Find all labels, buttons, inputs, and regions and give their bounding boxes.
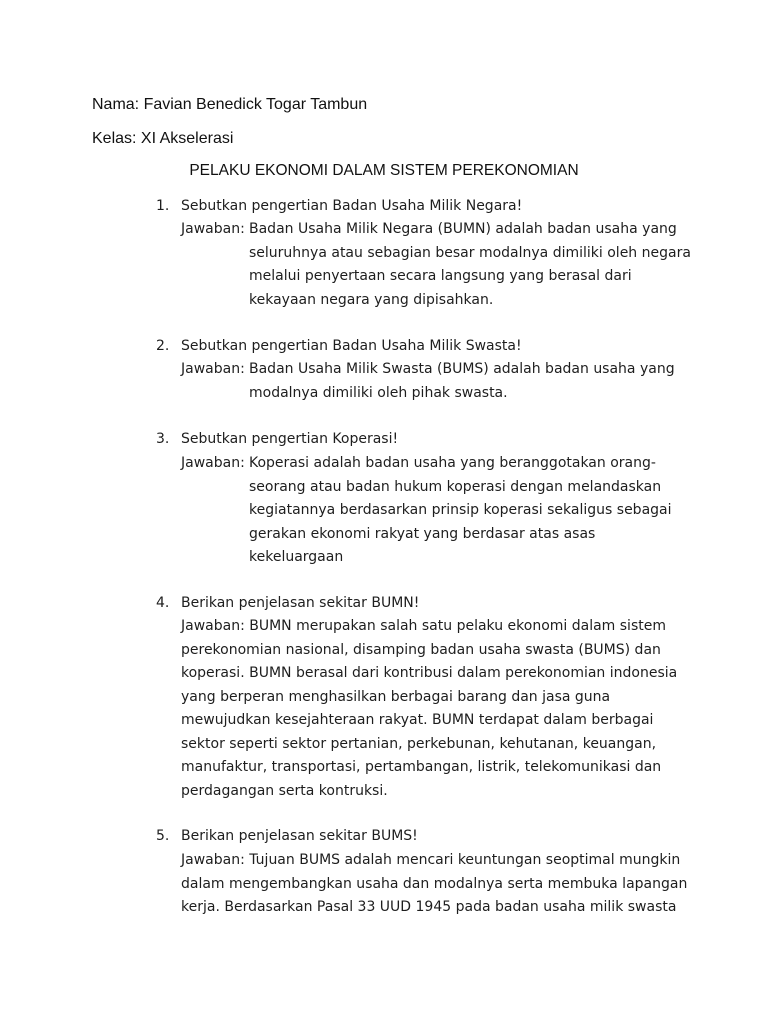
answer-line: gerakan ekonomi rakyat yang berdasar atas asas xyxy=(249,525,596,542)
answer-line: yang berperan menghasilkan berbagai barang dan jasa guna xyxy=(181,688,611,705)
answer-text xyxy=(249,218,689,312)
answer-2 xyxy=(181,358,681,401)
answer-4 xyxy=(181,615,681,803)
answer-line: kekeluargaan xyxy=(249,549,344,565)
answer-line: melalui penyertaan secara langsung yang berasal dari xyxy=(249,268,632,284)
answer-text xyxy=(249,452,689,570)
answer-line: perdagangan serta kontruksi. xyxy=(181,782,388,799)
question-text: Sebutkan pengertian Badan Usaha Milik Swasta! xyxy=(181,338,522,354)
answer-label: Jawaban: xyxy=(181,618,250,634)
answer-label: Jawaban: xyxy=(181,221,245,237)
answer-line: kekayaan negara yang dipisahkan. xyxy=(249,291,494,308)
question-4 xyxy=(156,592,676,616)
answer-5 xyxy=(181,849,688,920)
answer-line: manufaktur, transportasi, pertambangan, listrik, telekomunikasi dan xyxy=(181,759,662,775)
answer-line: Koperasi adalah badan usaha yang beranggotakan orang- xyxy=(249,455,656,471)
question-number: 1. xyxy=(156,198,170,214)
answer-line: perekonomian nasional, disamping badan usaha swasta (BUMS) dan xyxy=(181,641,661,658)
answer-line: Badan Usaha Milik Negara (BUMN) adalah badan usaha yang xyxy=(249,221,677,237)
document-title: PELAKU EKONOMI DALAM SISTEM PEREKONOMIAN xyxy=(189,162,579,179)
answer-line: sektor seperti sektor pertanian, perkebunan, kehutanan, keuangan, xyxy=(181,735,657,752)
question-2 xyxy=(156,335,676,359)
answer-line: Badan Usaha Milik Swasta (BUMS) adalah badan usaha yang xyxy=(249,361,675,377)
question-number: 3. xyxy=(156,431,170,447)
question-number: 2. xyxy=(156,338,170,354)
question-text: Sebutkan pengertian Badan Usaha Milik Negara! xyxy=(181,198,523,214)
answer-text xyxy=(249,358,689,405)
answer-label: Jawaban: xyxy=(181,852,250,868)
question-5 xyxy=(156,825,676,849)
student-class: Kelas: XI Akselerasi xyxy=(92,130,234,147)
answer-line: kegiatannya berdasarkan prinsip koperasi sekaligus sebagai xyxy=(249,502,672,518)
answer-line: BUMN merupakan salah satu pelaku ekonomi dalam sistem xyxy=(249,618,666,634)
question-3 xyxy=(156,428,676,452)
question-number: 5. xyxy=(156,828,170,844)
answer-line: seorang atau badan hukum koperasi dengan melandaskan xyxy=(249,478,662,495)
question-text: Berikan penjelasan sekitar BUMN! xyxy=(181,595,420,611)
question-text: Sebutkan pengertian Koperasi! xyxy=(181,431,399,447)
student-name: Nama: Favian Benedick Togar Tambun xyxy=(92,96,368,113)
answer-line: mewujudkan kesejahteraan rakyat. BUMN terdapat dalam berbagai xyxy=(181,712,654,728)
answer-line: modalnya dimiliki oleh pihak swasta. xyxy=(249,384,508,401)
answer-label: Jawaban: xyxy=(181,455,245,471)
answer-1 xyxy=(181,218,691,308)
answer-label: Jawaban: xyxy=(181,361,245,377)
answer-line: Tujuan BUMS adalah mencari keuntungan seoptimal mungkin xyxy=(249,852,681,868)
answer-line: koperasi. BUMN berasal dari kontribusi dalam perekonomian indonesia xyxy=(181,665,678,681)
answer-line: seluruhnya atau sebagian besar modalnya dimiliki oleh negara xyxy=(249,244,691,261)
question-text: Berikan penjelasan sekitar BUMS! xyxy=(181,828,418,844)
question-number: 4. xyxy=(156,595,170,611)
answer-line: kerja. Berdasarkan Pasal 33 UUD 1945 pada badan usaha milik swasta xyxy=(181,899,677,915)
question-1 xyxy=(156,195,676,219)
answer-line: dalam mengembangkan usaha dan modalnya serta membuka lapangan xyxy=(181,875,688,892)
answer-3 xyxy=(181,452,681,565)
